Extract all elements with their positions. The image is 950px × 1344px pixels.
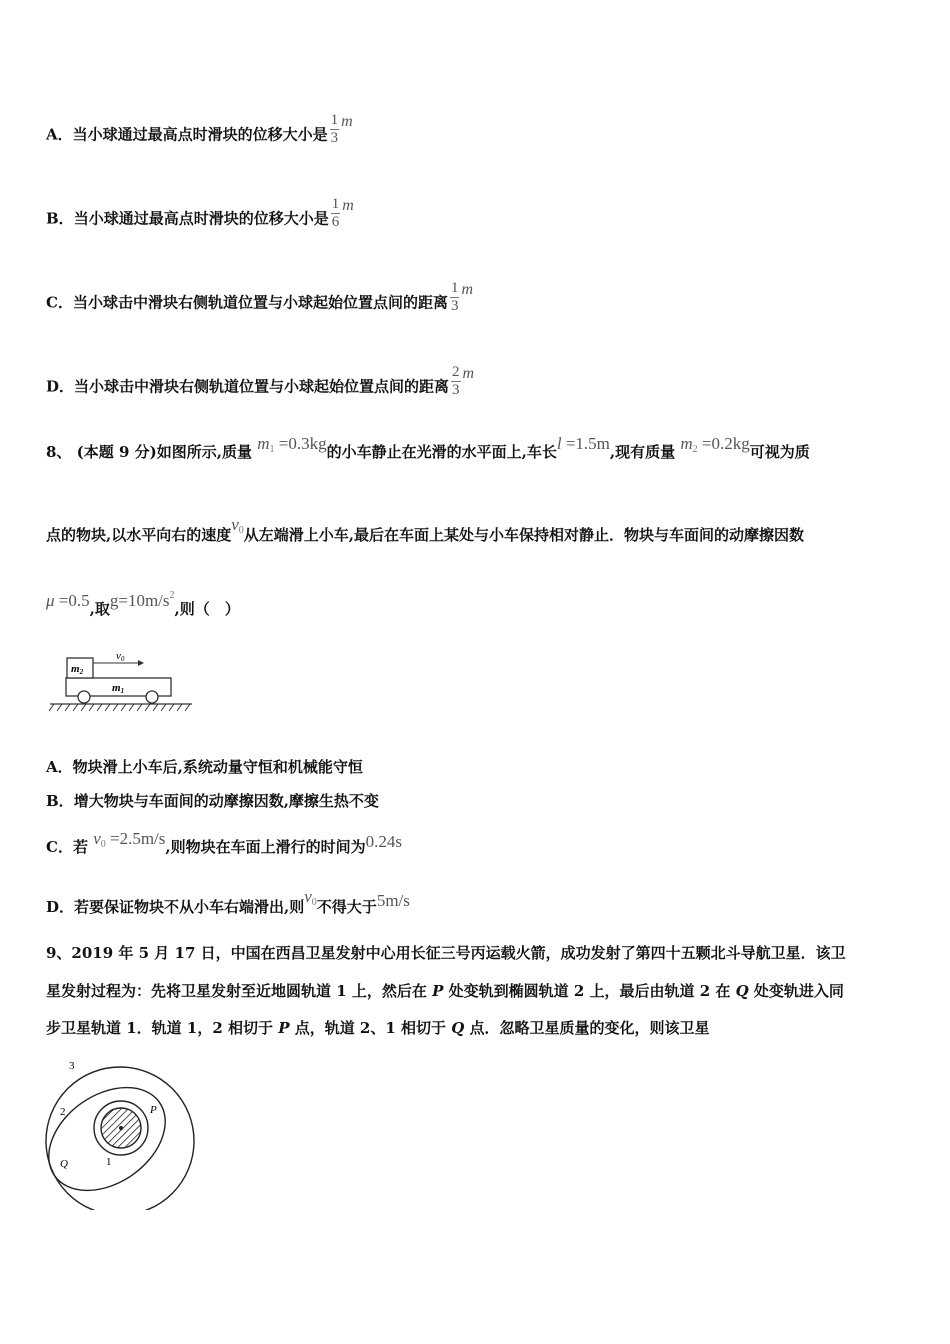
option-label: A． bbox=[46, 758, 73, 776]
symbol: v bbox=[231, 515, 239, 534]
subscript: 0 bbox=[238, 525, 244, 536]
unit: m bbox=[342, 196, 354, 214]
q7-option-b bbox=[46, 196, 354, 237]
stem-text: 从左端滑上小车,最后在车面上某处与小车保持相对静止．物块与车面间的动摩擦因数 bbox=[243, 526, 805, 544]
orbit-1-label: 1 bbox=[106, 1156, 112, 1168]
value: =1.5m bbox=[565, 434, 610, 453]
stem-text: 星发射过程为：先将卫星发射至近地圆轨道 1 上，然后在 bbox=[46, 982, 433, 1000]
question-number: 8、 bbox=[46, 443, 72, 461]
velocity-formula bbox=[93, 829, 165, 848]
cart-wheel-right bbox=[146, 691, 158, 703]
velocity-arrowhead bbox=[138, 660, 144, 666]
unit: m bbox=[462, 364, 475, 382]
option-label: C． bbox=[46, 838, 73, 856]
stem-text: 处变轨进入同 bbox=[748, 982, 844, 1000]
friction-formula bbox=[46, 591, 90, 610]
q9-stem-line-2 bbox=[46, 980, 844, 1001]
velocity-formula bbox=[231, 515, 244, 534]
symbol: μ bbox=[46, 591, 55, 610]
point-p-label: P bbox=[150, 1104, 157, 1116]
value: =0.2kg bbox=[701, 434, 750, 453]
time-value: 0.24s bbox=[365, 832, 403, 851]
stem-text: 点，轨道 2、1 相切于 bbox=[289, 1019, 452, 1037]
orbit-3-label: 3 bbox=[69, 1060, 75, 1072]
option-text: 不得大于 bbox=[316, 898, 377, 916]
option-text: 若 bbox=[72, 838, 88, 856]
value: g=10m/s bbox=[109, 591, 170, 610]
stem-text: ,取 bbox=[89, 600, 110, 618]
mass-m2-formula bbox=[680, 434, 749, 453]
option-text: 当小球击中滑块右侧轨道位置与小球起始位置点间的距离 bbox=[74, 377, 450, 396]
stem-text: 点的物块,以水平向右的速度 bbox=[46, 526, 232, 544]
stem-text: ,则（ ） bbox=[174, 600, 240, 618]
stem-text: 处变轨到椭圆轨道 2 上，最后由轨道 2 在 bbox=[443, 982, 736, 1000]
subscript: 2 bbox=[692, 444, 698, 455]
fraction-numerator: 1 bbox=[330, 112, 339, 128]
point-p: P bbox=[278, 1019, 290, 1037]
orbit-diagram bbox=[40, 1055, 205, 1210]
option-label: D． bbox=[46, 377, 75, 396]
fraction-numerator: 2 bbox=[452, 364, 460, 380]
fraction bbox=[450, 280, 460, 315]
symbol: l bbox=[556, 434, 562, 453]
gravity-formula bbox=[110, 591, 175, 610]
symbol: v bbox=[93, 829, 101, 848]
q8-option-b bbox=[46, 790, 379, 811]
q8-stem-line-1 bbox=[46, 434, 810, 463]
value: =0.5 bbox=[58, 591, 90, 610]
fraction-numerator: 1 bbox=[450, 280, 459, 296]
symbol: m bbox=[680, 434, 693, 453]
subscript: 0 bbox=[100, 839, 106, 850]
stem-text: ,现有质量 bbox=[609, 443, 676, 461]
option-text: ,则物块在车面上滑行的时间为 bbox=[165, 838, 366, 856]
cart-label: m1 bbox=[112, 682, 125, 695]
option-text: 当小球击中滑块右侧轨道位置与小球起始位置点间的距离 bbox=[72, 293, 448, 312]
option-text: 增大物块与车面间的动摩擦因数,摩擦生热不变 bbox=[73, 792, 379, 810]
point-p: P bbox=[432, 982, 444, 1000]
stem-text: 步卫星轨道 1．轨道 1，2 相切于 bbox=[46, 1019, 279, 1037]
q8-stem-line-3 bbox=[46, 590, 240, 619]
fraction bbox=[330, 112, 340, 147]
option-label: D． bbox=[46, 898, 75, 916]
q8-option-a bbox=[46, 756, 363, 777]
q9-stem-line-1 bbox=[46, 942, 846, 963]
block-label: m2 bbox=[71, 663, 84, 676]
unit: m bbox=[341, 112, 353, 130]
q7-option-d bbox=[46, 364, 475, 405]
option-text: 当小球通过最高点时滑块的位移大小是 bbox=[73, 209, 329, 228]
option-label: B． bbox=[46, 209, 74, 228]
value: =0.3kg bbox=[278, 434, 327, 453]
symbol: m bbox=[257, 434, 270, 453]
option-label: B． bbox=[46, 792, 74, 810]
fraction bbox=[331, 196, 341, 231]
stem-text: 点．忽略卫星质量的变化，则该卫星 bbox=[464, 1019, 710, 1037]
point-q-label: Q bbox=[60, 1158, 68, 1170]
fraction-denominator: 3 bbox=[452, 382, 460, 398]
option-text: 若要保证物块不从小车右端滑出,则 bbox=[74, 898, 305, 916]
cart-wheel-left bbox=[78, 691, 90, 703]
velocity-label: v0 bbox=[116, 650, 125, 663]
subscript: 0 bbox=[311, 897, 317, 908]
option-label: C． bbox=[46, 293, 73, 312]
stem-text: 可视为质 bbox=[749, 443, 810, 461]
unit: m bbox=[461, 280, 474, 298]
option-text: 物块滑上小车后,系统动量守恒和机械能守恒 bbox=[72, 758, 363, 776]
earth-center bbox=[119, 1126, 123, 1130]
fraction-numerator: 1 bbox=[331, 196, 340, 212]
option-text: 当小球通过最高点时滑块的位移大小是 bbox=[72, 125, 328, 144]
cart-diagram bbox=[46, 648, 196, 716]
q7-option-a bbox=[46, 112, 353, 153]
fraction-denominator: 3 bbox=[450, 298, 459, 314]
option-label: A． bbox=[46, 125, 73, 144]
velocity-formula bbox=[304, 887, 317, 906]
q9-stem-line-3 bbox=[46, 1017, 710, 1038]
fraction bbox=[451, 364, 461, 399]
q7-option-c bbox=[46, 280, 474, 321]
symbol: v bbox=[304, 887, 312, 906]
length-formula bbox=[557, 434, 610, 453]
stem-text: 如图所示,质量 bbox=[156, 443, 252, 461]
question-score: (本题 9 分) bbox=[76, 443, 157, 461]
point-q: Q bbox=[451, 1019, 465, 1037]
fraction-denominator: 3 bbox=[330, 130, 339, 146]
mass-m1-formula bbox=[257, 434, 326, 453]
stem-text: 9、2019 年 5 月 17 日，中国在西昌卫星发射中心用长征三号丙运载火箭，成功发射了第四十五颗北斗导航卫星．该卫 bbox=[46, 944, 846, 962]
q8-stem-line-2 bbox=[46, 515, 805, 546]
velocity-value: 5m/s bbox=[376, 891, 410, 910]
value: =2.5m/s bbox=[110, 829, 166, 848]
fraction-denominator: 6 bbox=[331, 214, 340, 230]
q8-option-c bbox=[46, 829, 403, 858]
point-q: Q bbox=[735, 982, 749, 1000]
orbit-2-label: 2 bbox=[60, 1106, 66, 1118]
subscript: 1 bbox=[269, 444, 275, 455]
ground-hatching bbox=[49, 704, 190, 711]
superscript: 2 bbox=[169, 590, 175, 601]
stem-text: 的小车静止在光滑的水平面上,车长 bbox=[326, 443, 557, 461]
q8-option-d bbox=[46, 887, 410, 918]
